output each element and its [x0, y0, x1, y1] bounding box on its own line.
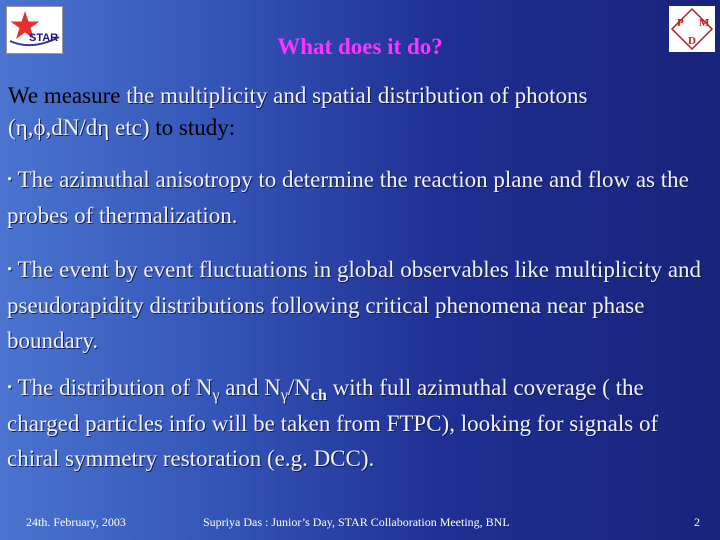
- bullet-item-3: [7, 370, 713, 476]
- slide-title: What does it do?: [277, 34, 443, 59]
- bullet-item-2: [7, 252, 713, 358]
- subscript-gamma-1: γ: [212, 387, 220, 404]
- bullet-marker: •: [7, 172, 13, 188]
- pmd-letter-p: P: [677, 17, 684, 29]
- bullet-text-3d: with full azimuthal coverage ( the charged particles info will be taken from FTPC), looking for signals of chiral symmetry restoration (e.g. DCC).: [7, 375, 659, 471]
- intro-highlight-to-study: to study: [155, 115, 229, 140]
- bullet-marker: •: [7, 380, 13, 396]
- bullet-text-1: The azimuthal anisotropy to determine the reaction plane and flow as the probes of thermalization.: [7, 167, 689, 228]
- footer-date: 24th. February, 2003: [26, 515, 126, 529]
- footer-center: Supriya Das : Junior’s Day, STAR Collaboration Meeting, BNL: [203, 515, 510, 529]
- subscript-gamma-2: γ: [280, 387, 288, 404]
- intro-text-2: (η,ϕ,dN/dη etc): [8, 115, 156, 140]
- bullet-text-3b: and N: [219, 375, 281, 400]
- intro-highlight-we-measure: We measure: [8, 83, 121, 108]
- footer-page-number: 2: [694, 515, 700, 529]
- bullet-item-1: [7, 162, 713, 233]
- pmd-letter-d: D: [688, 35, 696, 47]
- intro-text-1: the multiplicity and spatial distribution of photons: [120, 83, 588, 108]
- intro-colon: :: [228, 115, 236, 140]
- intro-paragraph: [8, 80, 718, 144]
- pmd-letter-m: M: [699, 17, 710, 29]
- bullet-marker: •: [7, 262, 13, 278]
- subscript-ch: ch: [310, 387, 327, 404]
- star-logo-text: STAR: [29, 32, 59, 44]
- bullet-text-2: The event by event fluctuations in global observables like multiplicity and pseudorapidity distributions following critical phenomena near phase boundary.: [7, 257, 702, 353]
- bullet-text-3c: /N: [287, 375, 311, 400]
- bullet-text-3a: The distribution of N: [12, 375, 213, 400]
